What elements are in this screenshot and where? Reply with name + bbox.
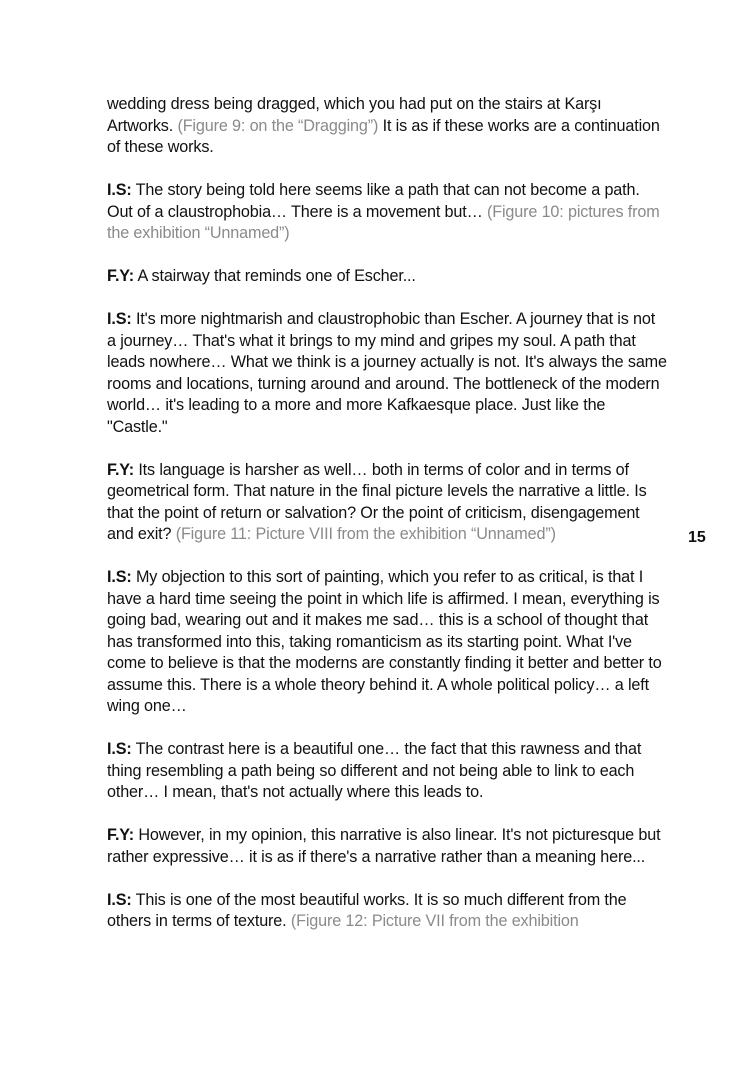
paragraph-2 <box>107 180 667 245</box>
paragraph-5 <box>107 460 667 546</box>
figure-reference: (Figure 12: Picture VII from the exhibition <box>290 912 579 930</box>
figure-reference: (Figure 11: Picture VIII from the exhibition “Unnamed”) <box>175 525 556 543</box>
figure-reference: (Figure 10: pictures from the exhibition “Unnamed”) <box>107 202 660 242</box>
paragraph-3 <box>107 266 667 288</box>
body-text: It's more nightmarish and claustrophobic than Escher. A journey that is not a journey… That's what it brings to my mind and gripes my soul. A path that leads nowhere… What we think is a journey actually is not. It's always the same rooms and locations, turning around and around. The bottleneck of the modern world… it's leading to a more and more Kafkaesque place. Just like the "Castle." <box>107 310 667 436</box>
speaker-label: F.Y: <box>107 826 134 844</box>
body-text: wedding dress being dragged, which you had put on the stairs at Karşı Artworks. <box>107 95 602 135</box>
body-text: My objection to this sort of painting, which you refer to as critical, is that I have a hard time seeing the point in which life is affirmed. I mean, everything is going bad, wearing out and it makes me sad… this is a school of thought that has transformed into this, taking romanticism as its starting point. What I've come to believe is that the moderns are constantly finding it better and better to assume this. There is a whole theory behind it. A whole political policy… a left wing one… <box>107 568 662 715</box>
body-text: It is as if these works are a continuation of these works. <box>107 116 660 156</box>
body-text: This is one of the most beautiful works. It is so much different from the others in terms of texture. <box>107 890 627 930</box>
body-text: The contrast here is a beautiful one… the fact that this rawness and that thing resembling a path being so different and not being able to link to each other… I mean, that's not actually where this leads to. <box>107 740 642 801</box>
paragraph-6 <box>107 567 667 718</box>
paragraph-9 <box>107 890 667 933</box>
figure-reference: (Figure 9: on the “Dragging”) <box>177 116 379 135</box>
paragraph-8 <box>107 825 667 868</box>
speaker-label: I.S: <box>107 568 132 586</box>
speaker-label: I.S: <box>107 181 132 199</box>
body-text: Its language is harsher as well… both in terms of color and in terms of geometrical form. That nature in the final picture levels the narrative a little. Is that the point of return or salvation? Or the point of criticism, disengagement and exit? <box>107 460 647 543</box>
paragraph-1 <box>107 94 667 159</box>
body-text: A stairway that reminds one of Escher... <box>133 267 416 285</box>
speaker-label: I.S: <box>107 890 132 909</box>
interview-text-column <box>107 94 667 954</box>
paragraph-4 <box>107 309 667 438</box>
page-number: 15 <box>688 529 706 546</box>
speaker-label: I.S: <box>107 740 132 758</box>
speaker-label: I.S: <box>107 310 132 328</box>
paragraph-7 <box>107 739 667 804</box>
body-text: However, in my opinion, this narrative is also linear. It's not picturesque but rather expressive… it is as if there's a narrative rather than a meaning here... <box>107 826 661 866</box>
speaker-label: F.Y: <box>107 460 134 479</box>
body-text: The story being told here seems like a path that can not become a path. Out of a claustrophobia… There is a movement but… <box>107 181 640 221</box>
speaker-label: F.Y: <box>107 267 134 285</box>
